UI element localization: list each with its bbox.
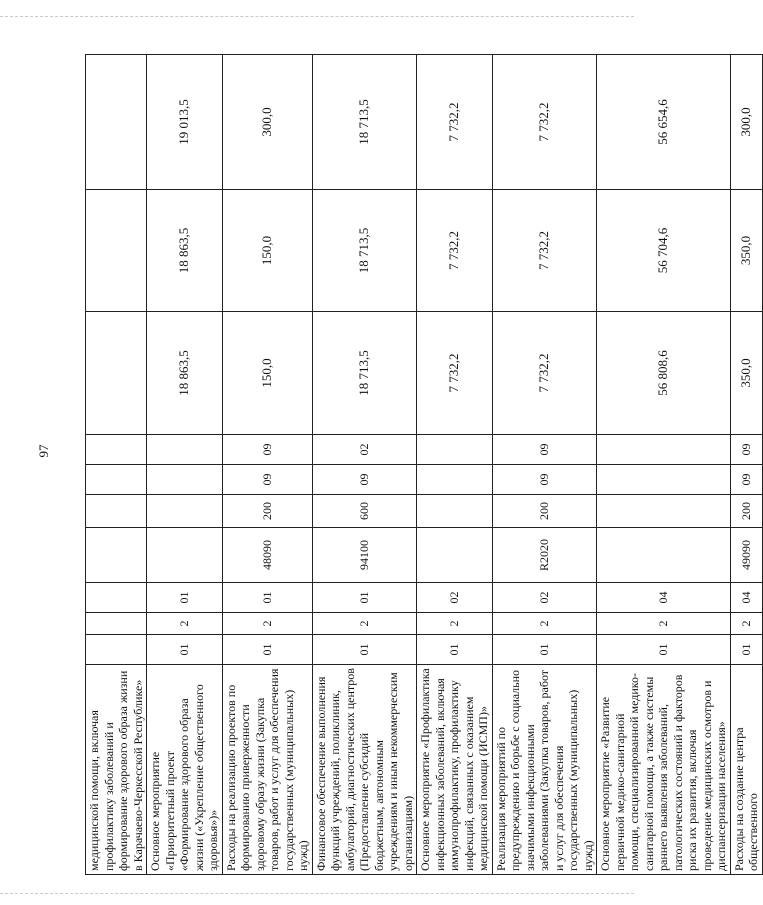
code-cell: 09	[492, 435, 597, 465]
amount-cell	[86, 312, 147, 435]
code-cell: 200	[492, 495, 597, 528]
code-cell	[86, 635, 147, 665]
amount-cell	[86, 55, 147, 190]
code-cell: 01	[147, 583, 223, 613]
code-cell: 09	[312, 465, 417, 495]
code-cell: 200	[730, 495, 762, 528]
code-cell: 01	[417, 635, 493, 665]
code-cell: 01	[730, 635, 762, 665]
amount-cell: 350,0	[730, 190, 762, 312]
code-cell: 2	[222, 613, 312, 635]
code-cell: 01	[597, 635, 731, 665]
amount-cell: 7 732,2	[492, 55, 597, 190]
code-cell: 01	[312, 583, 417, 613]
code-cell: 48090	[222, 528, 312, 583]
code-cell	[597, 528, 731, 583]
amount-cell: 18 713,5	[312, 312, 417, 435]
code-cell	[417, 528, 493, 583]
table-row	[86, 55, 147, 875]
code-cell	[147, 495, 223, 528]
amount-cell: 150,0	[222, 190, 312, 312]
amount-cell: 19 013,5	[147, 55, 223, 190]
code-cell	[86, 435, 147, 465]
code-cell	[147, 465, 223, 495]
amount-cell: 350,0	[730, 312, 762, 435]
code-cell: 09	[730, 465, 762, 495]
table-row	[312, 55, 417, 875]
code-cell: 2	[492, 613, 597, 635]
amount-cell: 7 732,2	[417, 55, 493, 190]
code-cell	[597, 495, 731, 528]
code-cell	[86, 583, 147, 613]
amount-cell: 18 863,5	[147, 190, 223, 312]
code-cell	[417, 495, 493, 528]
code-cell: 09	[492, 465, 597, 495]
code-cell: 49090	[730, 528, 762, 583]
code-cell: 2	[417, 613, 493, 635]
amount-cell: 7 732,2	[492, 190, 597, 312]
amount-cell: 18 713,5	[312, 55, 417, 190]
table-row	[147, 55, 223, 875]
amount-cell: 56 654,6	[597, 55, 731, 190]
amount-cell: 150,0	[222, 312, 312, 435]
rotated-page	[85, 55, 760, 875]
amount-cell: 56 808,6	[597, 312, 731, 435]
code-cell	[417, 465, 493, 495]
code-cell: 2	[730, 613, 762, 635]
code-cell: 2	[312, 613, 417, 635]
row-description: Основное мероприятие «Развитие первичной медико-санитарной помощи, специализированной медико-санитарной помощи, а также системы раннего выявления заболеваний, патологических состояний и факторов риска их развития, включая проведение медицинских осмотров и диспансеризации населения»	[597, 665, 731, 875]
code-cell: 01	[312, 635, 417, 665]
code-cell: 600	[312, 495, 417, 528]
code-cell	[147, 435, 223, 465]
code-cell: 200	[222, 495, 312, 528]
amount-cell	[86, 190, 147, 312]
code-cell: 04	[597, 583, 731, 613]
code-cell: 01	[222, 635, 312, 665]
table-row	[730, 55, 762, 875]
budget-table	[85, 54, 763, 875]
table-row	[417, 55, 493, 875]
code-cell	[597, 465, 731, 495]
row-description: Реализация мероприятий по предупреждению и борьбе с социально значимыми инфекционными заболеваниями (Закупка товаров, работ и услуг для обеспечения государственных (муниципальных) нужд)	[492, 665, 597, 875]
code-cell: 01	[492, 635, 597, 665]
row-description: Основное мероприятие «Приоритетный проект «Формирование здорового образа жизни («Укрепление общественного здоровья»)»	[147, 665, 223, 875]
code-cell	[86, 495, 147, 528]
code-cell	[417, 435, 493, 465]
code-cell: 09	[222, 465, 312, 495]
amount-cell: 300,0	[730, 55, 762, 190]
amount-cell: 7 732,2	[417, 190, 493, 312]
code-cell	[147, 528, 223, 583]
scan-artifact-top	[0, 16, 634, 17]
code-cell: 04	[730, 583, 762, 613]
code-cell	[86, 528, 147, 583]
table-row	[222, 55, 312, 875]
code-cell	[86, 465, 147, 495]
code-cell	[86, 613, 147, 635]
code-cell: 94100	[312, 528, 417, 583]
code-cell: 01	[222, 583, 312, 613]
code-cell: 01	[147, 635, 223, 665]
budget-table-body	[86, 55, 763, 875]
amount-cell: 7 732,2	[417, 312, 493, 435]
row-description: Основное мероприятие «Профилактика инфекционных заболеваний, включая иммунопрофилактику, профилактику инфекций, связанных с оказанием медицинской помощи (ИСМП)»	[417, 665, 493, 875]
row-description: Расходы на реализацию проектов по формированию приверженности здоровому образу жизни (Закупка товаров, работ и услуг для обеспечения государственных (муниципальных) нужд)	[222, 665, 312, 875]
table-row	[492, 55, 597, 875]
code-cell: 02	[312, 435, 417, 465]
row-description: Расходы на создание центра общественного	[730, 665, 762, 875]
code-cell: 02	[492, 583, 597, 613]
table-row	[597, 55, 731, 875]
scan-artifact-bottom	[0, 893, 634, 894]
code-cell	[597, 435, 731, 465]
amount-cell: 7 732,2	[492, 312, 597, 435]
code-cell: 02	[417, 583, 493, 613]
row-description: медицинской помощи, включая профилактику заболеваний и формирование здорового образа жизни в Карачаево-Черкесской Республике»	[86, 665, 147, 875]
code-cell: R2020	[492, 528, 597, 583]
amount-cell: 18 863,5	[147, 312, 223, 435]
code-cell: 09	[730, 435, 762, 465]
code-cell: 2	[147, 613, 223, 635]
code-cell: 2	[597, 613, 731, 635]
page-number: 97	[36, 444, 51, 458]
amount-cell: 56 704,6	[597, 190, 731, 312]
amount-cell: 18 713,5	[312, 190, 417, 312]
code-cell: 09	[222, 435, 312, 465]
row-description: Финансовое обеспечение выполнения функций учреждений, поликлиник, амбулаторий, диагностических центров (Предоставление субсидий бюджетным, автономным учреждениям и иным некоммерческим организациям)	[312, 665, 417, 875]
amount-cell: 300,0	[222, 55, 312, 190]
